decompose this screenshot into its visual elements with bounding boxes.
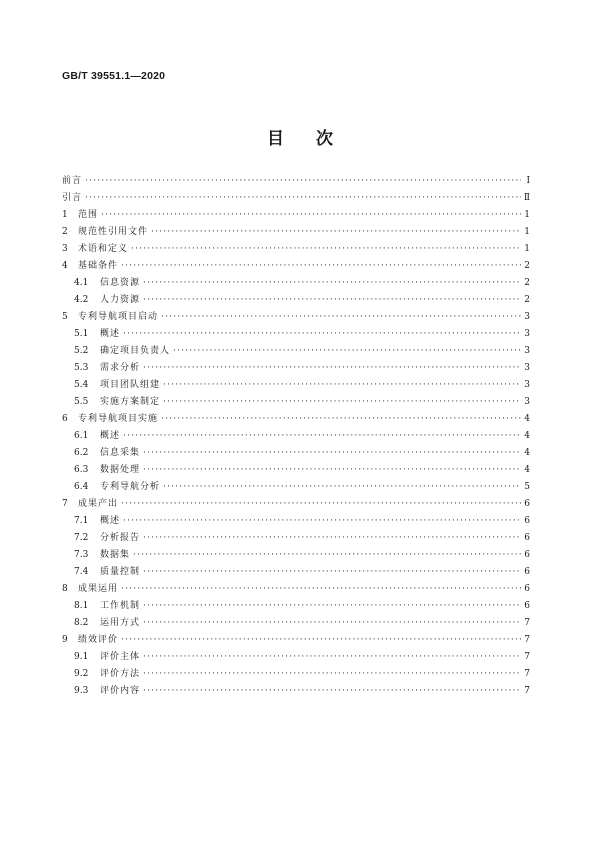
dot-leader [143, 666, 521, 683]
toc-entry-number: 5.3 [74, 363, 89, 373]
dot-leader [173, 343, 521, 360]
toc-entry-title: 信息资源 [100, 278, 141, 288]
toc-entry-number: 4 [62, 261, 68, 271]
dot-leader [123, 326, 521, 343]
dot-leader [123, 513, 521, 530]
toc-entry[interactable] [62, 496, 530, 513]
toc-entry-number: 5.2 [74, 346, 89, 356]
toc-entry-title: 信息采集 [100, 448, 141, 458]
toc-entry-number: 1 [62, 210, 68, 220]
toc-entry-number: 6.4 [74, 482, 89, 492]
dot-leader [143, 445, 521, 462]
toc-entry-title: 成果产出 [78, 499, 119, 509]
toc-entry-title: 实施方案制定 [100, 397, 161, 407]
toc-entry-title: 专利导航分析 [100, 482, 161, 492]
table-of-contents [62, 173, 530, 700]
toc-entry-title: 分析报告 [100, 533, 141, 543]
dot-leader [163, 479, 521, 496]
toc-entry-page: 7 [524, 635, 530, 645]
toc-entry-page: 1 [524, 227, 530, 237]
toc-entry-page: 7 [524, 618, 530, 628]
toc-entry[interactable] [62, 632, 530, 649]
dot-leader [133, 547, 521, 564]
toc-entry-number: 4.2 [74, 295, 89, 305]
toc-entry-title: 确定项目负责人 [100, 346, 171, 356]
title-char-1: 目 [267, 129, 284, 149]
title-char-2: 次 [316, 129, 333, 149]
toc-entry-number: 9.3 [74, 686, 89, 696]
page-title [0, 124, 600, 149]
toc-entry-title: 评价内容 [100, 686, 141, 696]
toc-entry-page: 3 [524, 312, 530, 322]
toc-entry[interactable] [62, 581, 530, 598]
toc-entry-number: 6 [62, 414, 68, 424]
toc-entry[interactable] [62, 683, 530, 700]
toc-entry-title: 概述 [100, 329, 121, 339]
toc-entry[interactable] [62, 564, 530, 581]
toc-entry-page: 4 [524, 465, 530, 475]
toc-entry-page: 2 [524, 278, 530, 288]
dot-leader [143, 462, 521, 479]
toc-entry[interactable] [62, 615, 530, 632]
toc-entry-page: 1 [524, 210, 530, 220]
toc-entry-title: 前言 [62, 176, 83, 186]
toc-entry-title: 需求分析 [100, 363, 141, 373]
toc-entry[interactable] [62, 411, 530, 428]
toc-entry-title: 专利导航项目启动 [78, 312, 159, 322]
toc-entry-page: Ⅰ [526, 176, 530, 186]
toc-entry-number: 7.3 [74, 550, 89, 560]
toc-entry[interactable] [62, 207, 530, 224]
dot-leader [121, 496, 521, 513]
toc-entry-title: 术语和定义 [78, 244, 129, 254]
toc-entry-number: 4.1 [74, 278, 89, 288]
toc-entry-title: 绩效评价 [78, 635, 119, 645]
toc-entry-number: 6.2 [74, 448, 89, 458]
toc-entry[interactable] [62, 666, 530, 683]
toc-entry[interactable] [62, 309, 530, 326]
dot-leader [143, 275, 521, 292]
toc-entry-page: Ⅱ [523, 193, 530, 203]
toc-entry-number: 6.1 [74, 431, 89, 441]
toc-entry[interactable] [62, 394, 530, 411]
toc-entry-title: 评价主体 [100, 652, 141, 662]
toc-entry-number: 2 [62, 227, 68, 237]
toc-entry-number: 9.2 [74, 669, 89, 679]
dot-leader [121, 632, 521, 649]
toc-entry[interactable] [62, 547, 530, 564]
toc-entry[interactable] [62, 190, 530, 207]
toc-entry-page: 2 [524, 295, 530, 305]
toc-entry[interactable] [62, 530, 530, 547]
toc-entry-page: 3 [524, 397, 530, 407]
toc-entry-page: 3 [524, 346, 530, 356]
toc-entry-page: 4 [524, 414, 530, 424]
toc-entry-page: 7 [524, 652, 530, 662]
dot-leader [123, 428, 521, 445]
toc-entry-title: 专利导航项目实施 [78, 414, 159, 424]
toc-entry-page: 6 [524, 601, 530, 611]
toc-entry-page: 7 [524, 669, 530, 679]
toc-entry-number: 6.3 [74, 465, 89, 475]
toc-entry-page: 5 [524, 482, 530, 492]
toc-entry-page: 3 [524, 380, 530, 390]
toc-entry-number: 5.4 [74, 380, 89, 390]
toc-entry[interactable] [62, 326, 530, 343]
dot-leader [143, 530, 521, 547]
toc-entry-number: 8.2 [74, 618, 89, 628]
toc-entry[interactable] [62, 258, 530, 275]
dot-leader [151, 224, 521, 241]
dot-leader [161, 309, 521, 326]
toc-entry-page: 6 [524, 584, 530, 594]
toc-entry-title: 质量控制 [100, 567, 141, 577]
toc-entry-number: 5 [62, 312, 68, 322]
toc-entry-number: 5.1 [74, 329, 89, 339]
toc-entry-title: 规范性引用文件 [78, 227, 149, 237]
toc-entry-page: 3 [524, 329, 530, 339]
dot-leader [143, 360, 521, 377]
toc-entry[interactable] [62, 428, 530, 445]
dot-leader [101, 207, 521, 224]
toc-entry[interactable] [62, 292, 530, 309]
standard-code: GB/T 39551.1—2020 [62, 70, 166, 82]
toc-entry-title: 范围 [78, 210, 99, 220]
toc-entry-number: 7.4 [74, 567, 89, 577]
toc-entry[interactable] [62, 513, 530, 530]
toc-entry-title: 成果运用 [78, 584, 119, 594]
toc-entry-title: 评价方法 [100, 669, 141, 679]
toc-entry-page: 3 [524, 363, 530, 373]
dot-leader [143, 292, 521, 309]
toc-entry-title: 数据集 [100, 550, 131, 560]
toc-entry[interactable] [62, 479, 530, 496]
toc-entry-title: 工作机制 [100, 601, 141, 611]
dot-leader [143, 683, 521, 700]
toc-entry[interactable] [62, 360, 530, 377]
dot-leader [163, 377, 521, 394]
dot-leader [143, 564, 521, 581]
toc-entry-title: 概述 [100, 516, 121, 526]
toc-entry-page: 6 [524, 516, 530, 526]
toc-entry[interactable] [62, 445, 530, 462]
dot-leader [121, 581, 521, 598]
dot-leader [121, 258, 521, 275]
toc-entry-number: 3 [62, 244, 68, 254]
toc-entry[interactable] [62, 224, 530, 241]
toc-entry[interactable] [62, 275, 530, 292]
dot-leader [85, 190, 521, 207]
toc-entry-page: 6 [524, 499, 530, 509]
toc-entry-page: 6 [524, 550, 530, 560]
toc-entry-page: 4 [524, 431, 530, 441]
dot-leader [143, 649, 521, 666]
toc-entry[interactable] [62, 173, 530, 190]
toc-entry-number: 9 [62, 635, 68, 645]
toc-entry-page: 6 [524, 567, 530, 577]
toc-entry-title: 项目团队组建 [100, 380, 161, 390]
dot-leader [143, 615, 521, 632]
toc-entry-title: 数据处理 [100, 465, 141, 475]
toc-entry-number: 9.1 [74, 652, 89, 662]
toc-entry-number: 7.1 [74, 516, 89, 526]
toc-entry[interactable] [62, 241, 530, 258]
toc-entry-title: 概述 [100, 431, 121, 441]
toc-entry-title: 基础条件 [78, 261, 119, 271]
toc-entry[interactable] [62, 462, 530, 479]
toc-entry-number: 7 [62, 499, 68, 509]
toc-entry-page: 1 [524, 244, 530, 254]
toc-entry-title: 运用方式 [100, 618, 141, 628]
toc-entry-page: 7 [524, 686, 530, 696]
toc-entry[interactable] [62, 649, 530, 666]
dot-leader [143, 598, 521, 615]
toc-entry-number: 8.1 [74, 601, 89, 611]
dot-leader [85, 173, 521, 190]
toc-entry-page: 2 [524, 261, 530, 271]
toc-entry-number: 8 [62, 584, 68, 594]
toc-entry[interactable] [62, 598, 530, 615]
toc-entry-number: 5.5 [74, 397, 89, 407]
toc-entry[interactable] [62, 377, 530, 394]
toc-entry-title: 引言 [62, 193, 83, 203]
toc-entry-page: 6 [524, 533, 530, 543]
toc-entry[interactable] [62, 343, 530, 360]
toc-entry-number: 7.2 [74, 533, 89, 543]
toc-entry-page: 4 [524, 448, 530, 458]
dot-leader [163, 394, 521, 411]
toc-entry-title: 人力资源 [100, 295, 141, 305]
dot-leader [161, 411, 521, 428]
dot-leader [131, 241, 521, 258]
